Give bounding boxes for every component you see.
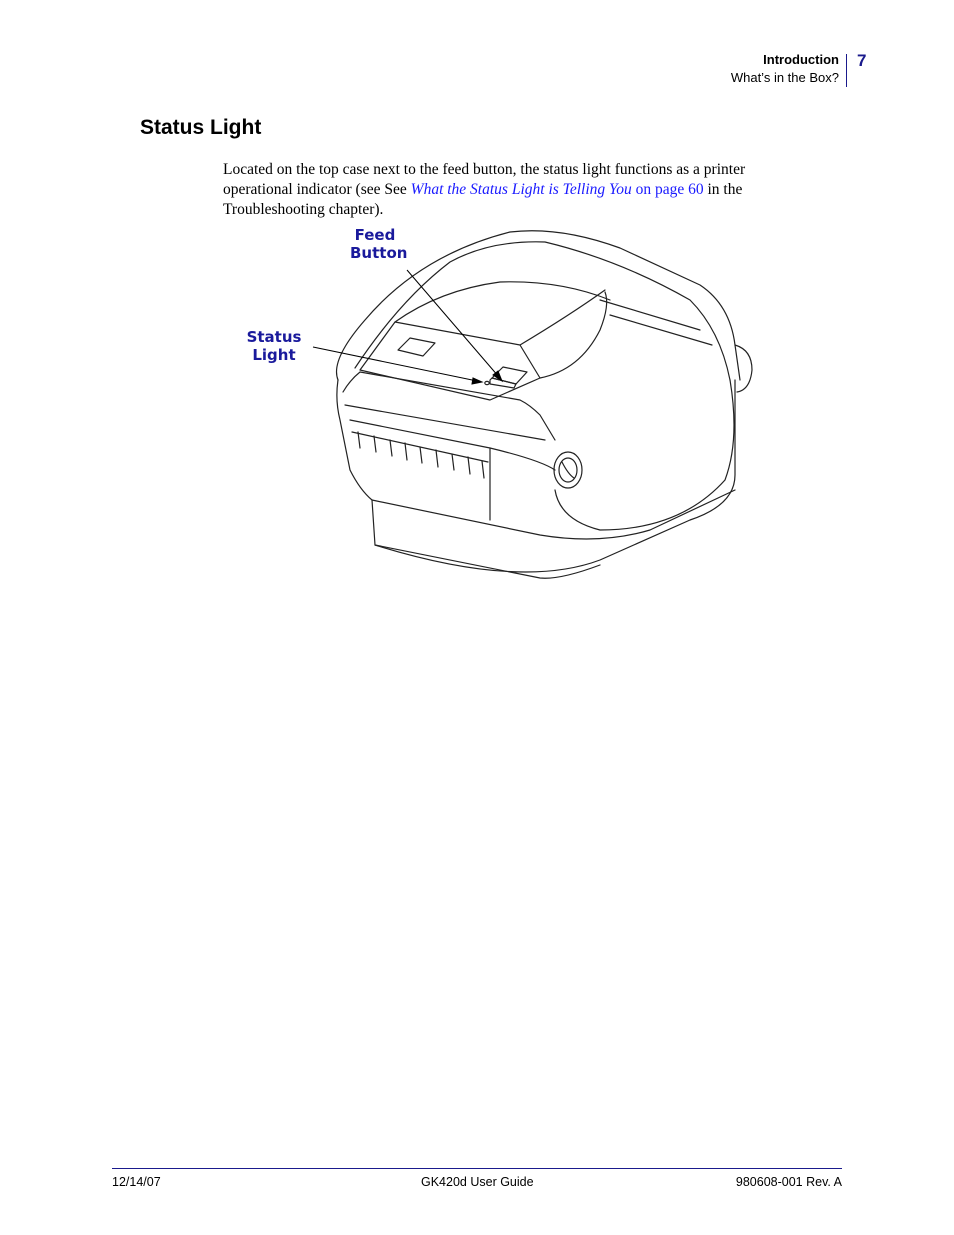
paragraph-text: Located on the top case next to the feed button, the status light functions as a printer operational indicator (see See [223, 161, 746, 198]
callout-status-light [246, 328, 302, 364]
status-light-link[interactable]: What the Status Light is Telling You [410, 181, 632, 198]
callout-feed-button [350, 226, 408, 262]
section-title: Status Light [140, 116, 262, 139]
footer-divider [112, 1168, 842, 1169]
callout-feed-line2: Button [350, 244, 408, 262]
page-reference-link[interactable]: on page 60 [631, 181, 704, 198]
paragraph-text-end: in the Troubleshooting chapter). [223, 181, 743, 218]
header-section-title: Introduction [763, 52, 839, 67]
callout-feed-line1: Feed [354, 226, 396, 244]
footer-date: 12/14/07 [112, 1175, 161, 1189]
callout-status-line2: Light [252, 346, 296, 364]
callout-status-line1: Status [246, 328, 302, 346]
footer-doc-number: 980608-001 Rev. A [735, 1175, 842, 1189]
header-subsection-title: What’s in the Box? [730, 70, 839, 85]
page-number: 7 [857, 51, 867, 70]
footer-guide-title: GK420d User Guide [421, 1175, 534, 1189]
printer-illustration [0, 0, 954, 600]
